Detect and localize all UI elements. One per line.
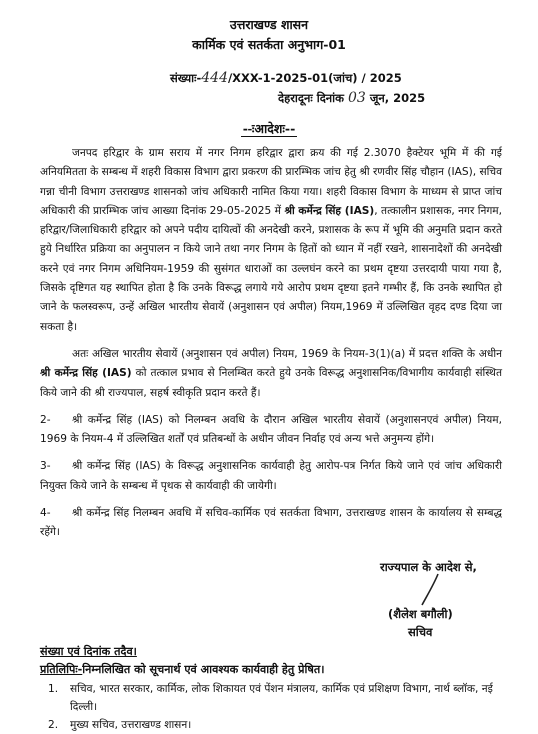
paragraph-number: 4- (40, 507, 51, 520)
paragraph-2 (40, 345, 502, 403)
order-body (40, 144, 502, 551)
list-item (48, 680, 502, 716)
section-title: कार्मिक एवं सतर्कता अनुभाग-01 (192, 37, 346, 52)
p5-text: श्री कर्मेन्द्र सिंह निलम्बन अवधि में सचिव-कार्मिक एवं सतर्कता विभाग, उत्तराखण्ड शासन के कार्यालय से सम्बद्ध रहेंगे। (40, 507, 502, 539)
copy-list (48, 680, 502, 734)
date-suffix: जून, 2025 (369, 91, 426, 105)
reference-prefix: संख्याः- (170, 71, 202, 85)
paragraph-4 (40, 457, 502, 496)
handwritten-number: 444 (201, 70, 228, 86)
paragraph-1 (40, 144, 502, 337)
signatory-name: (शैलेश बगौली) (388, 607, 453, 621)
paragraph-3 (40, 411, 502, 450)
by-order-line: राज्यपाल के आदेश से, (380, 560, 477, 574)
p2-text-b: को तत्काल प्रभाव से निलम्बित करते हुये उनके विरूद्ध अनुशासनिक/विभागीय कार्यवाही संस्थित किये जाने की श्री राज्यपाल, सहर्ष स्वीकृति प्रदान करते हैं। (40, 367, 502, 399)
item-number: 2. (48, 719, 59, 731)
reference-suffix: /XXX-1-2025-01(जांच) / 2025 (227, 71, 402, 85)
officer-name: श्री कर्मेन्द्र सिंह (IAS) (40, 367, 132, 380)
handwritten-day: 03 (348, 90, 366, 106)
p3-text: श्री कर्मेन्द्र सिंह (IAS) को निलम्बन अवधि के दौरान अखिल भारतीय सेवायें (अनुशासनएवं अपील) नियम, 1969 के नियम-4 में उल्लिखित शर्तों एवं प्रतिबन्धों के अधीन जीवन निर्वाह एवं अन्य भत्ते अनुमन्य होंगे। (40, 413, 502, 446)
item-number: 1. (48, 683, 59, 695)
paragraph-number: 3- (40, 460, 51, 473)
list-item (48, 716, 502, 734)
reference-number (170, 70, 402, 86)
p4-text: श्री कर्मेन्द्र सिंह (IAS) के विरूद्ध अनुशासनिक कार्यवाही हेतु आरोप-पत्र निर्गत किये जाने एवं जांच अधिकारी नियुक्त किये जाने के सम्बन्ध में पृथक से कार्यवाही की जायेगी। (40, 460, 502, 492)
signatory-post: सचिव (408, 625, 433, 639)
date-prefix: देहरादूनः दिनांक (278, 91, 344, 105)
govt-title: उत्तराखण्ड शासन (229, 17, 309, 32)
item-text: मुख्य सचिव, उत्तराखण्ड शासन। (70, 719, 192, 731)
p2-text-a: अतः अखिल भारतीय सेवायें (अनुशासन एवं अपील) नियम, 1969 के नियम-3(1)(a) में प्रदत्त शक्ति के अधीन (72, 347, 502, 360)
order-heading (0, 120, 538, 137)
paragraph-5 (40, 504, 502, 543)
copy-label: प्रतिलिपिः- (40, 663, 83, 676)
signature-mark-icon (416, 572, 446, 608)
copy-subheading (40, 662, 324, 677)
paragraph-number: 2- (40, 413, 51, 426)
order-heading-text: --ःआदेशः-- (242, 121, 296, 136)
copy-heading: संख्या एवं दिनांक तदैव। (40, 645, 137, 658)
copy-instruction: निम्नलिखित को सूचनार्थ एवं आवश्यक कार्यवाही हेतु प्रेषित। (82, 663, 325, 676)
item-text: सचिव, भारत सरकार, कार्मिक, लोक शिकायत एवं पेंशन मंत्रालय, कार्मिक एवं प्रशिक्षण विभाग, नार्थ ब्लॉक, नई दिल्ली। (70, 683, 493, 713)
officer-name: श्री कर्मेन्द्र सिंह (IAS) (284, 204, 375, 217)
p1-text-a: जनपद हरिद्वार के ग्राम सराय में नगर निगम हरिद्वार द्वारा क्रय की गई 2.3070 हैक्टेयर भूमि में की गई अनियमितता के सम्बन्ध में शहरी विकास विभाग द्वारा प्रकरण की प्रारम्भिक जांच हेतु श्री रणवीर सिंह चौहान (IAS), सचिव गन्ना चीनी विभाग उत्तराखण्ड शासनको जांच अधिकारी नामित किया गया। शहरी विकास विभाग के माध्यम से प्राप्त जांच अधिकारी की प्रारम्भिक जांच आख्या दिनांक 29-05-2025 में (40, 147, 502, 217)
p1-text-b: , तत्कालीन प्रशासक, नगर निगम, हरिद्वार/जिलाधिकारी हरिद्वार को अपने पदीय दायित्वों की अनदेखी करने, प्रशासक के रूप में भूमि की अनुमति प्रदान करते हुये निर्धारित प्रक्रिया का अनुपालन न किये जाने तथा नगर निगम के हितों को ध्यान में नहीं रखने, शासनादेशों की अनदेखी करने एवं नगर निगम अधिनियम-1959 की सुसंगत धाराओं का उल्लघंन करने का प्रथम दृष्टया उत्तरदायी पाया गया है, जिसके दृष्टिगत यह स्थापित होता है कि उनके विरूद्ध लगाये गये आरोप प्रथम दृष्टया इतने गम्भीर हैं, कि उनके स्थापित हो जाने के फलस्वरूप, उन्हें अखिल भारतीय सेवायें (अनुशासन एवं अपील) नियम,1969 में उल्लिखित वृहद दण्ड दिया जा सकता है। (40, 204, 503, 333)
place-date (278, 90, 425, 106)
